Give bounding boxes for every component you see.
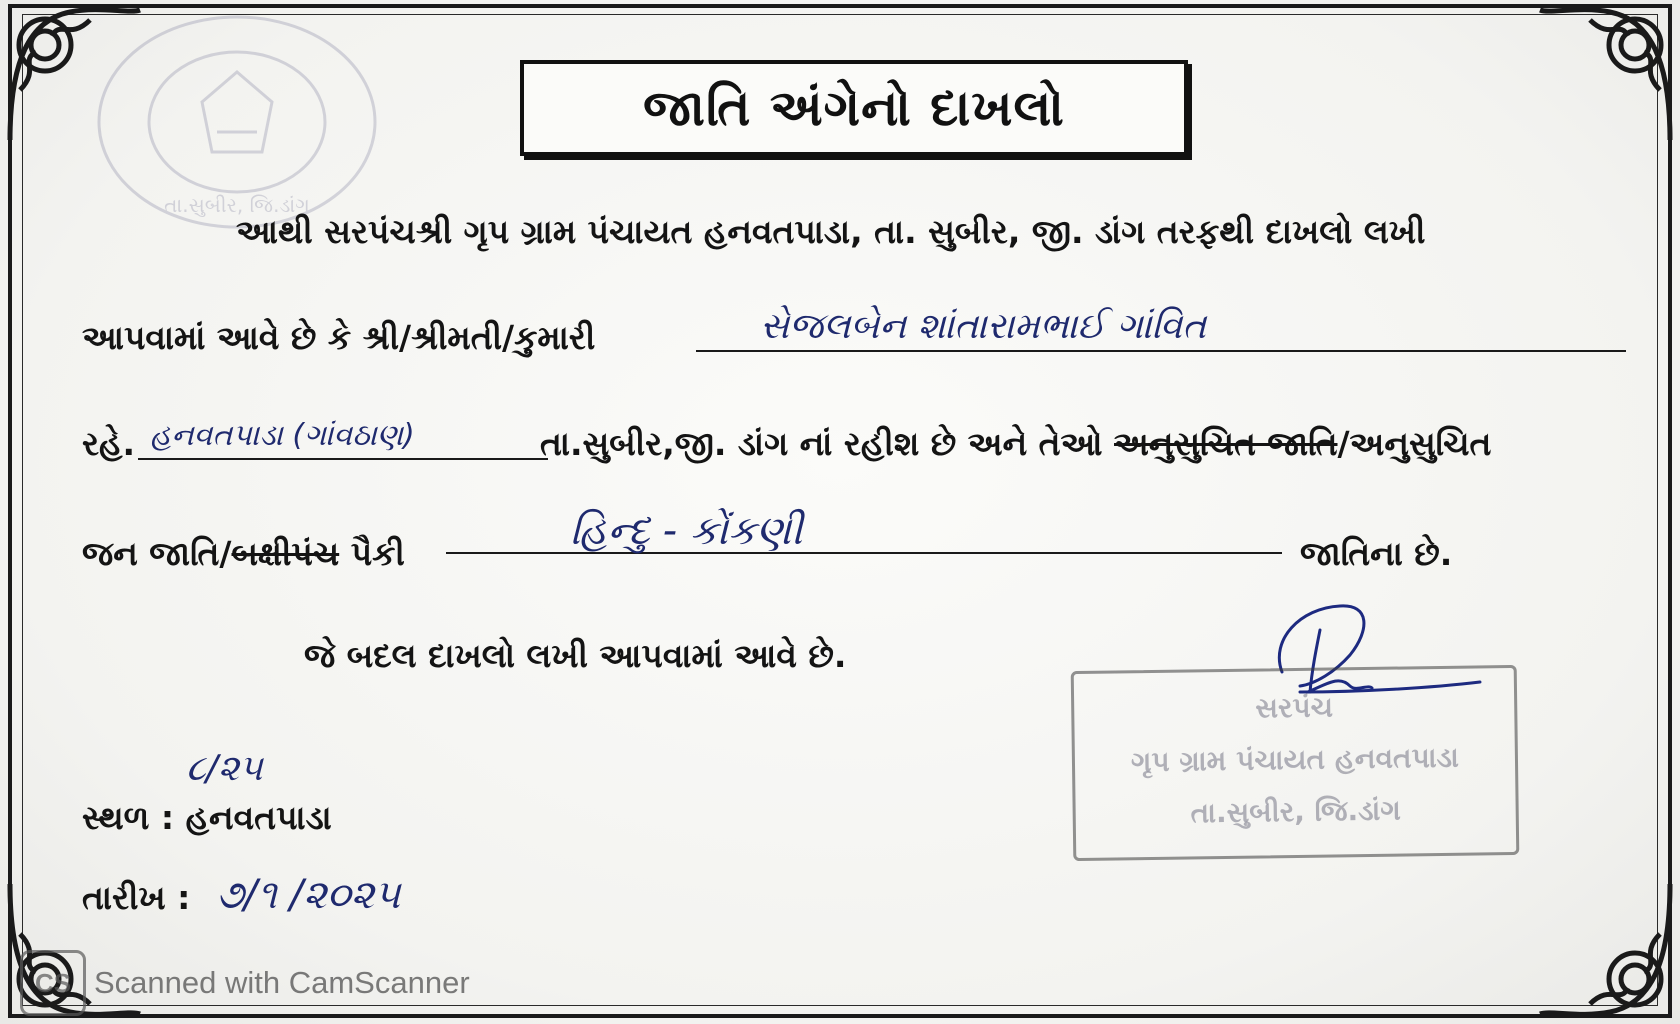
struck-scheduled-caste: અનુસુચિત જાતિ: [1114, 424, 1338, 463]
caste-handwritten: હિન્દુ - કોંકણી: [570, 508, 803, 554]
body-line-3: [540, 424, 1491, 464]
stamp-line-1: સરપંચ: [1255, 690, 1334, 725]
reference-number-handwritten: ૮/૨૫: [186, 748, 263, 789]
body-line-5: જે બદલ દાખલો લખી આપવામાં આવે છે.: [304, 636, 847, 675]
struck-backward-class: બક્ષીપંચ: [231, 534, 340, 573]
stamp-line-2: ગૃપ ગ્રામ પંચાયત હનવતપાડા: [1130, 740, 1460, 779]
corner-ornament-icon: [1530, 874, 1680, 1024]
place-label: સ્થળ :: [82, 798, 175, 837]
camscanner-watermark: [20, 950, 470, 1016]
svg-text:તા.સુબીર, જિ.ડાંગ: તા.સુબીર, જિ.ડાંગ: [164, 193, 310, 217]
name-handwritten: સેજલબેન શાંતારામભાઈ ગાંવિત: [760, 306, 1207, 347]
body-line-4-prefix: [82, 534, 405, 574]
watermark-text: Scanned with CamScanner: [94, 965, 470, 1000]
body-line-4-prefix-tail: પૈકી: [339, 534, 405, 573]
round-seal-icon: [92, 12, 382, 232]
body-line-4-plain: જન જાતિ/: [82, 534, 232, 573]
name-underline: [696, 350, 1626, 352]
official-stamp: [1071, 665, 1520, 861]
body-line-3-plain: તા.સુબીર,જી. ડાંગ નાં રહીશ છે અને તેઓ: [540, 424, 1103, 463]
corner-ornament-icon: [1530, 0, 1680, 150]
body-line-1: આથી સરપંચશ્રી ગૃપ ગ્રામ પંચાયત હનવતપાડા, તા. સુબીર, જી. ડાંગ તરફથી દાખલો લખી: [236, 212, 1426, 251]
date-handwritten: ૭/૧ /૨૦૨૫: [216, 872, 401, 918]
body-line-3-tail: /અનુસુચિત: [1337, 424, 1492, 463]
body-line-4-suffix: જાતિના છે.: [1300, 534, 1453, 573]
stamp-line-3: તા.સુબીર, જિ.ડાંગ: [1190, 793, 1402, 830]
village-underline: [138, 458, 548, 460]
title-box: [520, 60, 1188, 156]
body-line-2-prefix: આપવામાં આવે છે કે શ્રી/શ્રીમતી/કુમારી: [82, 318, 596, 357]
date-label: તારીખ :: [82, 878, 191, 917]
place-value: હનવતપાડા: [185, 798, 332, 837]
place-row: [82, 798, 332, 838]
camscanner-logo-icon: CS: [20, 950, 86, 1016]
certificate-title: જાતિ અંગેનો દાખલો: [643, 78, 1065, 137]
village-handwritten: હનવતપાડા (ગાંવઠાણ): [150, 418, 415, 453]
body-line-3-prefix: રહે.: [82, 424, 136, 463]
